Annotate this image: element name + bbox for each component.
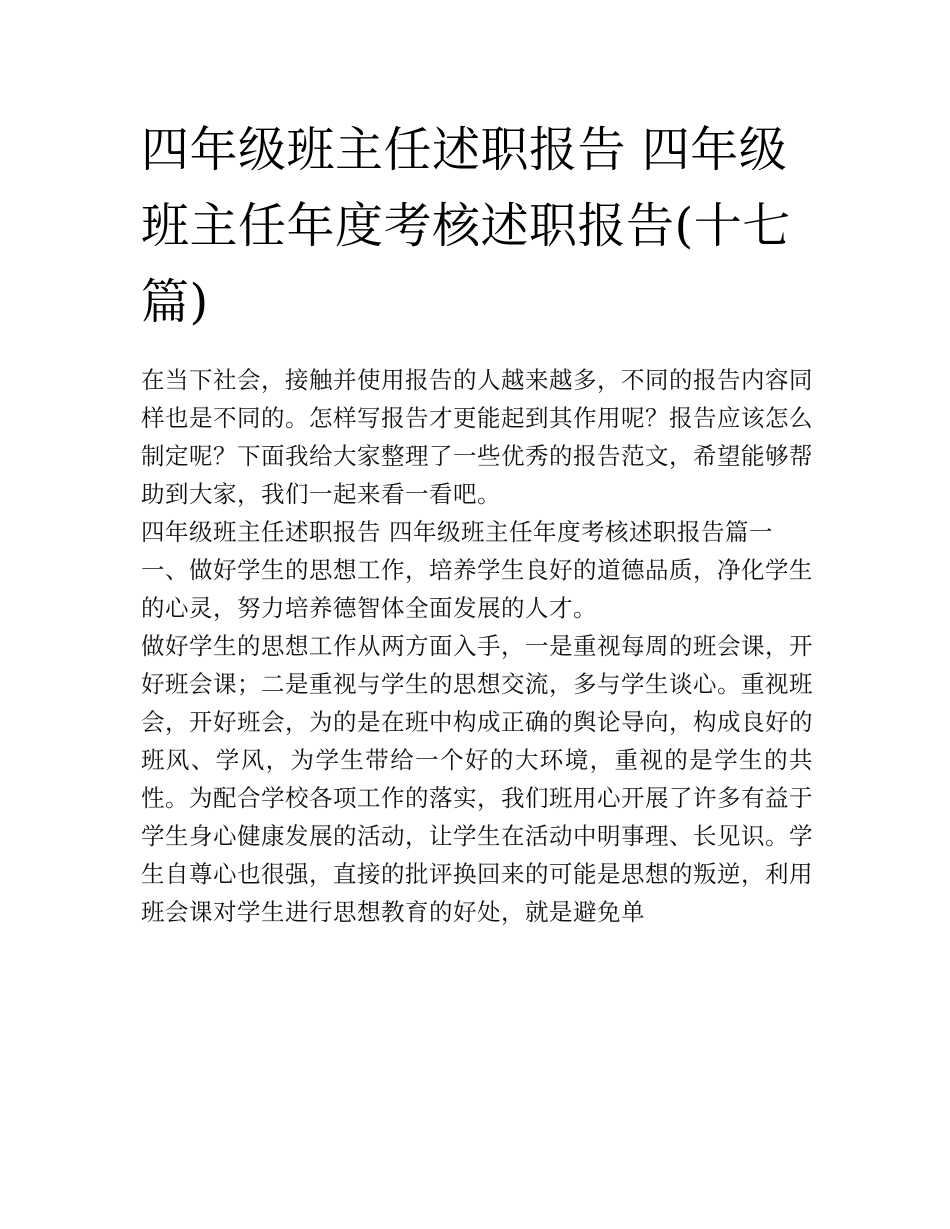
point-one-paragraph: 一、做好学生的思想工作，培养学生良好的道德品质，净化学生的心灵，努力培养德智体全面发展的人才。 bbox=[141, 556, 813, 622]
intro-paragraph: 在当下社会，接触并使用报告的人越来越多，不同的报告内容同样也是不同的。怎样写报告才更能起到其作用呢？报告应该怎么制定呢？下面我给大家整理了一些优秀的报告范文，希望能够帮助到大家，我们一起来看一看吧。 bbox=[141, 366, 813, 508]
section-heading: 四年级班主任述职报告 四年级班主任年度考核述职报告篇一 bbox=[141, 518, 773, 546]
document-title: 四年级班主任述职报告 四年级班主任年度考核述职报告(十七篇) bbox=[141, 122, 791, 330]
body-paragraph: 做好学生的思想工作从两方面入手，一是重视每周的班会课，开好班会课；二是重视与学生的思想交流，多与学生谈心。重视班会，开好班会，为的是在班中构成正确的舆论导向，构成良好的班风、学风，为学生带给一个好的大环境，重视的是学生的共性。为配合学校各项工作的落实，我们班用心开展了许多有益于学生身心健康发展的活动，让学生在活动中明事理、长见识。学生自尊心也很强，直接的批评换回来的可能是思想的叛逆，利用班会课对学生进行思想教育的好处，就是避免单 bbox=[141, 632, 813, 926]
document-body bbox=[141, 361, 813, 931]
document-page bbox=[141, 112, 813, 931]
